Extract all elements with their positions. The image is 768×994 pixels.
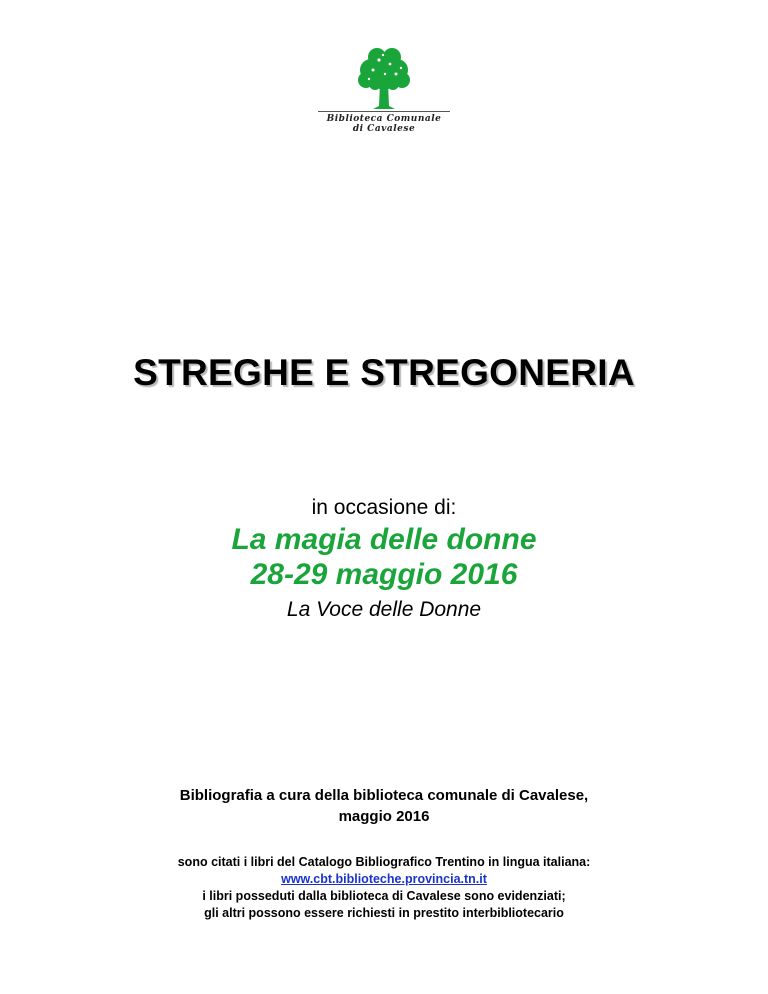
occasion-label: in occasione di: — [311, 496, 457, 519]
catalog-notes — [0, 854, 768, 922]
tree-icon — [349, 46, 419, 110]
logo-line-2: di Cavalese — [352, 124, 416, 134]
credits-line-1: Bibliografia a cura della biblioteca comunale di Cavalese, — [179, 787, 589, 804]
event-heading — [0, 522, 768, 592]
logo-name — [316, 114, 452, 134]
notes-line-3: i libri posseduti dalla biblioteca di Cavalese sono evidenziati; — [202, 889, 566, 903]
event-name: La magia delle donne — [231, 523, 537, 556]
notes-line-1: sono citati i libri del Catalogo Bibliografico Trentino in lingua italiana: — [177, 855, 591, 869]
event-dates: 28-29 maggio 2016 — [250, 558, 518, 591]
notes-line-4: gli altri possono essere richiesti in prestito interbibliotecario — [204, 906, 564, 920]
catalog-link[interactable]: www.cbt.biblioteche.provincia.tn.it — [281, 872, 487, 886]
logo-divider — [318, 111, 450, 112]
library-logo — [316, 46, 452, 136]
page-title: STREGHE E STREGONERIA — [133, 352, 635, 393]
credits-line-2: maggio 2016 — [338, 808, 430, 825]
logo-line-1: Biblioteca Comunale — [326, 114, 442, 124]
organizer-name: La Voce delle Donne — [286, 598, 482, 621]
bibliography-credits — [0, 785, 768, 827]
